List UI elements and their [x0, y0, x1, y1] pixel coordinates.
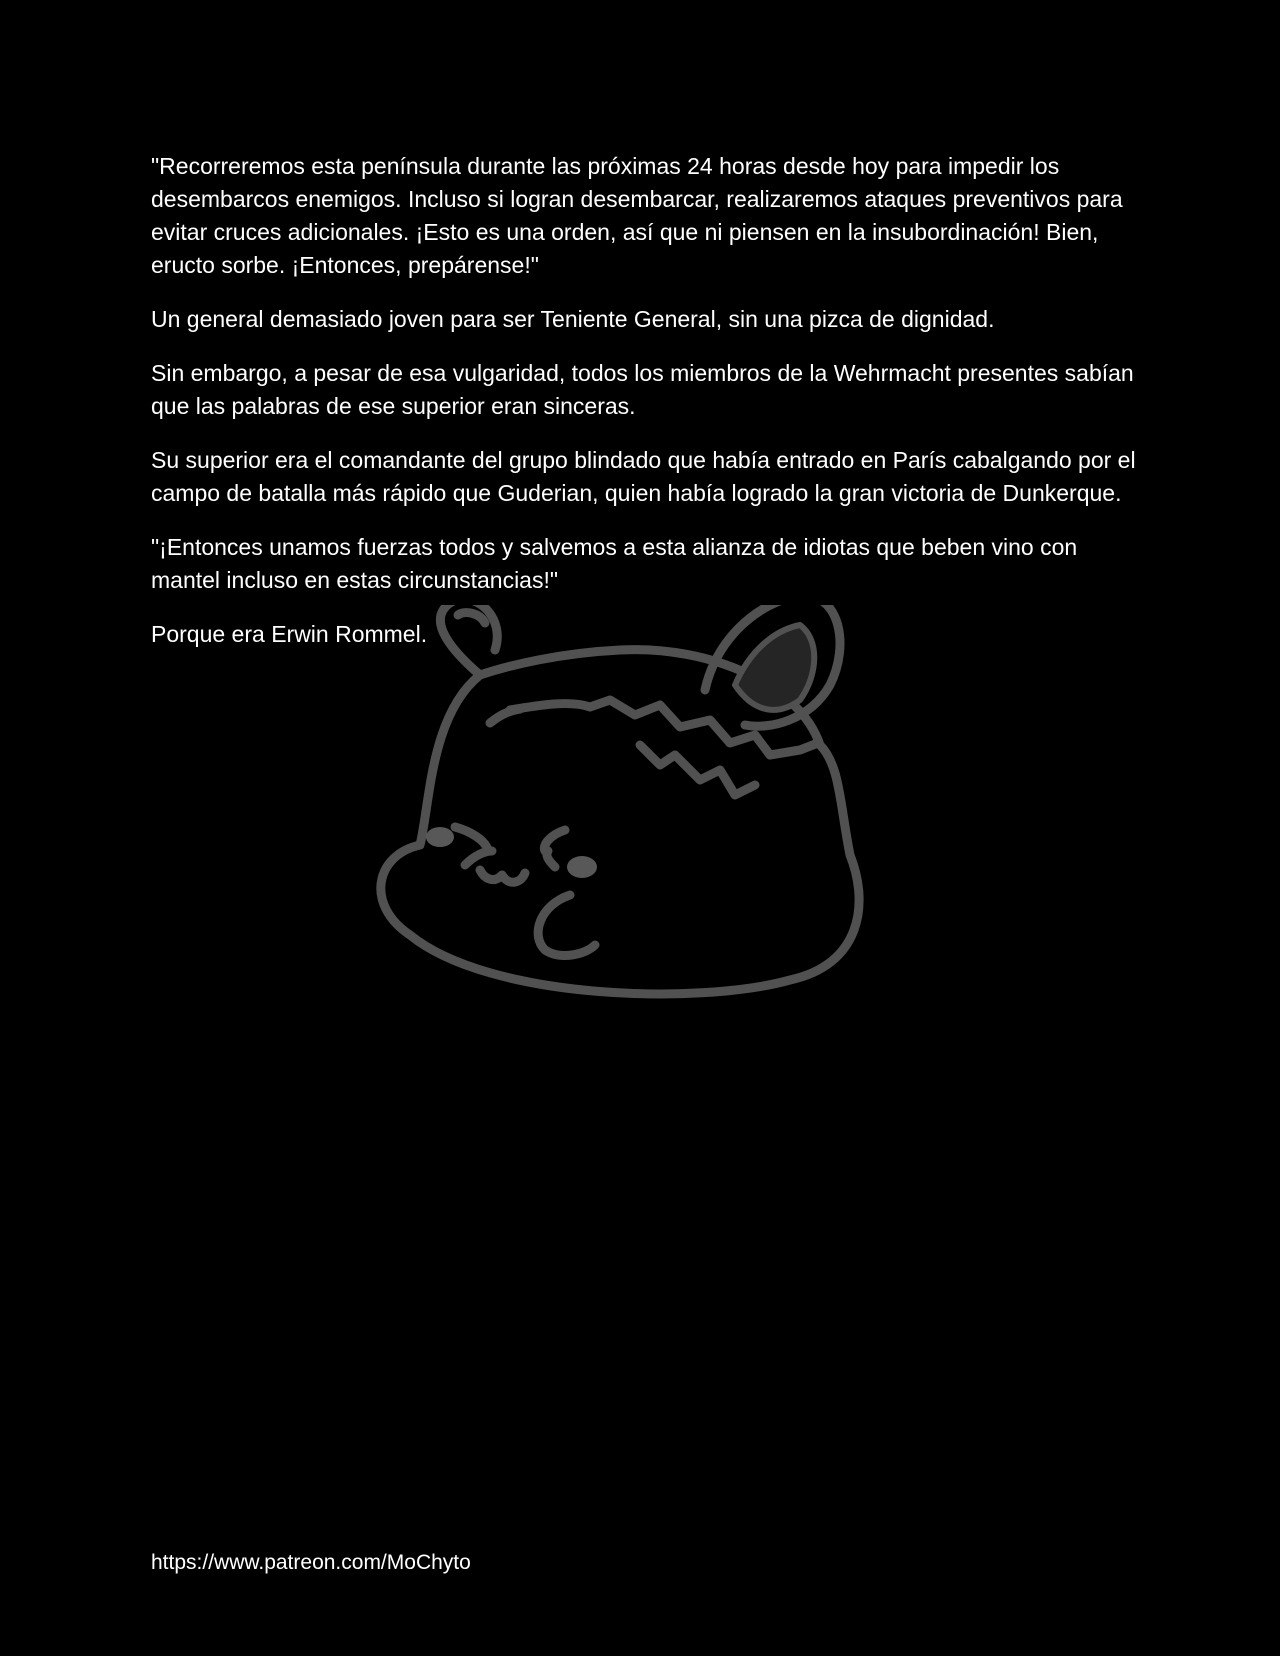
paragraph-2: Un general demasiado joven para ser Teniente General, sin una pizca de dignidad. [151, 306, 995, 332]
paragraph-5: "¡Entonces unamos fuerzas todos y salvemos a esta alianza de idiotas que beben vino con mantel incluso en estas circunstancias!" [151, 534, 1078, 593]
paragraph-1: "Recorreremos esta península durante las próximas 24 horas desde hoy para impedir los desembarcos enemigos. Incluso si logran desembarcar, realizaremos ataques preventivos para evitar cruces adicionales. ¡Esto es una orden, así que ni piensen en la insubordinación! Bien, eructo sorbe. ¡Entonces, prepárense!" [151, 153, 1123, 278]
paragraph-4: Su superior era el comandante del grupo blindado que había entrado en París cabalgando por el campo de batalla más rápido que Guderian, quien había logrado la gran victoria de Dunkerque. [151, 447, 1136, 506]
document-body [151, 150, 1141, 672]
paragraph-6: Porque era Erwin Rommel. [151, 621, 428, 647]
paragraph-3: Sin embargo, a pesar de esa vulgaridad, todos los miembros de la Wehrmacht presentes sabían que las palabras de ese superior eran sinceras. [151, 360, 1134, 419]
cute-blob-creature-icon [370, 605, 910, 1055]
patreon-link[interactable]: https://www.patreon.com/MoChyto [151, 1551, 471, 1574]
